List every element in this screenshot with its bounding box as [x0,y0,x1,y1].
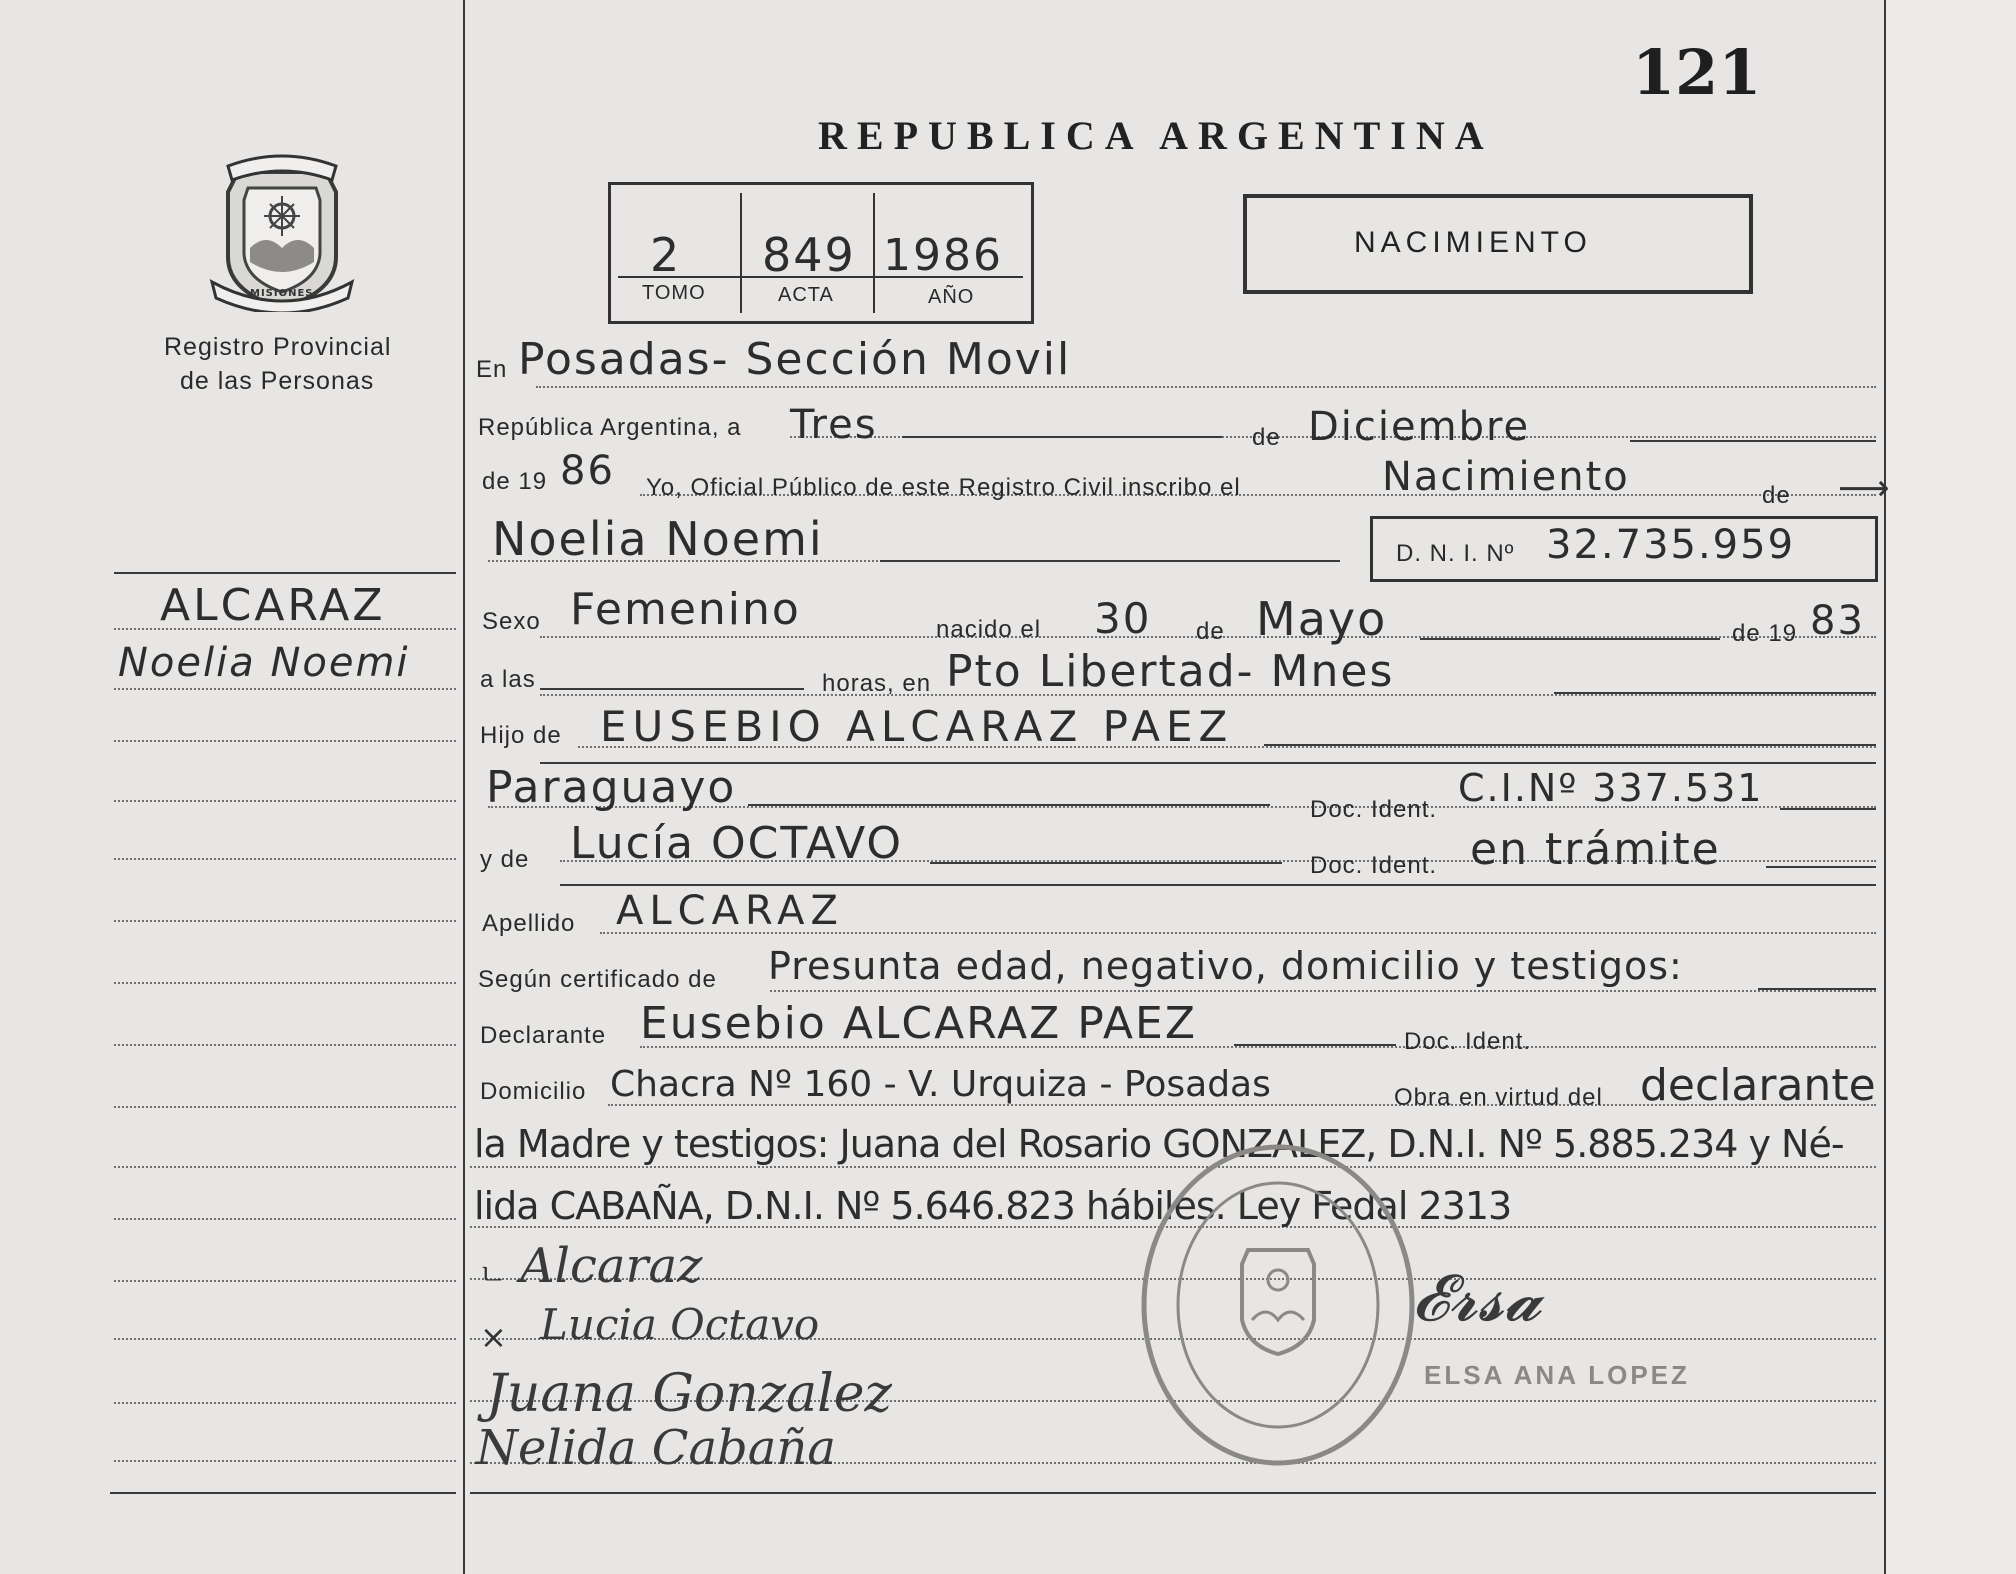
doc-ident-label-3: Doc. Ident. [1404,1028,1532,1055]
fill-line [1264,744,1876,746]
hijo-label: Hijo de [480,722,562,749]
republica-label: República Argentina, a [478,414,742,441]
dni-value: 32.735.959 [1546,522,1796,568]
birth-month: Mayo [1256,592,1388,646]
sidebar-rule-top [114,572,456,574]
dni-label: D. N. I. Nº [1396,540,1515,567]
doc-ident-label-2: Doc. Ident. [1310,852,1438,879]
fill-line [1554,692,1876,694]
fill-line [930,862,1282,864]
sidebar-line [114,688,456,690]
registry-name-line1: Registro Provincial [164,333,392,361]
fill-line [902,436,1222,438]
name-value: Noelia Noemi [492,512,824,566]
official-signature: 𝓔𝓻𝓼𝓪 [1412,1262,1542,1336]
fill-line [1420,638,1720,640]
document-type: NACIMIENTO [1354,226,1592,259]
sidebar-rule-bottom [110,1492,456,1494]
birth-year-suffix: 83 [1810,598,1865,644]
country-heading: REPUBLICA ARGENTINA [818,113,1494,158]
fill-line [748,804,1270,806]
sidebar-line [114,1044,456,1046]
certificado-value: Presunta edad, negativo, domicilio y testigos: [768,944,1683,988]
obra-value: declarante [1640,1060,1876,1111]
sidebar-line [114,920,456,922]
form-line [536,386,1876,388]
y-de-label: y de [480,846,530,873]
sexo-value: Femenino [570,584,801,635]
de-label-3: de [1196,618,1225,645]
tomo-value: 2 [650,228,682,282]
father-name: EUSEBIO ALCARAZ PAEZ [600,702,1234,751]
sidebar-line [114,1460,456,1462]
mother-name: Lucía OCTAVO [570,818,904,869]
arrow-icon: ⟶ [1838,468,1890,509]
sidebar-line [114,1166,456,1168]
horas-label: horas, en [822,670,932,697]
mother-doc: en trámite [1470,824,1721,875]
day-value: Tres [790,402,878,448]
obra-label: Obra en virtud del [1394,1084,1603,1111]
nacido-label: nacido el [936,616,1042,643]
fill-line [1758,988,1876,990]
de-label: de [1252,424,1281,451]
declarante-label: Declarante [480,1022,607,1049]
notes-line-1: la Madre y testigos: Juana del Rosario GONZALEZ, D.N.I. Nº 5.885.234 y Né- [474,1122,1844,1166]
sidebar-line [114,1338,456,1340]
father-nationality: Paraguayo [486,762,737,813]
sidebar-line [114,740,456,742]
official-name: ELSA ANA LOPEZ [1424,1360,1690,1390]
doc-ident-label-1: Doc. Ident. [1310,796,1438,823]
sidebar-line [114,628,456,630]
birth-day: 30 [1094,594,1152,643]
a-las-label: a las [480,666,536,693]
sidebar-line [114,800,456,802]
birth-place: Pto Libertad- Mnes [946,646,1395,697]
registry-name-line2: de las Personas [180,367,375,395]
acta-value: 849 [762,228,856,282]
fill-line [1780,808,1876,810]
emblem-caption-bottom: MISIONES [250,288,314,299]
fill-line [1630,440,1876,442]
birth-year-prefix: de 19 [1732,620,1798,647]
fill-line [1234,1044,1396,1046]
sidebar-line [114,1280,456,1282]
notes-line-2: lida CABAÑA, D.N.I. Nº 5.646.823 hábiles. Ley Fedal 2313 [474,1184,1512,1228]
domicilio-value: Chacra Nº 160 - V. Urquiza - Posadas [610,1064,1271,1105]
signature-4: Nelida Cabaña [476,1420,836,1476]
sidebar-line [114,1106,456,1108]
form-bottom-rule [470,1492,1876,1494]
section-rule [560,884,1876,886]
sidebar-line [114,982,456,984]
fill-line [1766,866,1876,868]
sexo-label: Sexo [482,608,541,635]
place-value: Posadas- Sección Movil [518,334,1072,385]
sidebar-given-name: Noelia Noemi [118,640,410,686]
tomo-label: TOMO [642,282,706,304]
apellido-value: ALCARAZ [616,888,844,934]
section-rule [540,762,1876,764]
sidebar-line [114,1402,456,1404]
segun-label: Según certificado de [478,966,717,993]
fill-line [540,688,804,690]
sidebar-line [114,858,456,860]
anio-label: AÑO [928,286,975,308]
form-line [770,990,1876,992]
page-edge [1884,0,2016,1574]
father-doc: C.I.Nº 337.531 [1458,766,1764,810]
mark-icon: × [480,1318,507,1356]
page-number: 121 [1632,36,1762,109]
acta-label: ACTA [778,284,834,306]
signature-3: Juana Gonzalez [486,1364,892,1424]
column-divider [463,0,465,1574]
signature-1: Alcaraz [520,1238,703,1294]
de-label-2: de [1762,482,1791,509]
month-value: Diciembre [1308,404,1531,450]
ref-divider [873,193,875,313]
signature-2: Lucia Octavo [540,1300,820,1349]
domicilio-label: Domicilio [480,1078,587,1105]
ref-divider [740,193,742,313]
year-suffix: 86 [560,448,615,494]
sidebar-surname: ALCARAZ [160,580,386,631]
declarante-value: Eusebio ALCARAZ PAEZ [640,998,1197,1049]
anio-value: 1986 [883,230,1003,281]
act-value: Nacimiento [1382,454,1630,500]
fill-line [880,560,1340,562]
apellido-label: Apellido [482,910,576,937]
en-label: En [476,356,508,383]
official-stamp [1138,1140,1418,1470]
yo-text: Yo, Oficial Público de este Registro Civil inscribo el [646,474,1241,501]
year-prefix: de 19 [482,468,548,495]
mark-icon: ㄴ [478,1258,507,1293]
sidebar-line [114,1218,456,1220]
